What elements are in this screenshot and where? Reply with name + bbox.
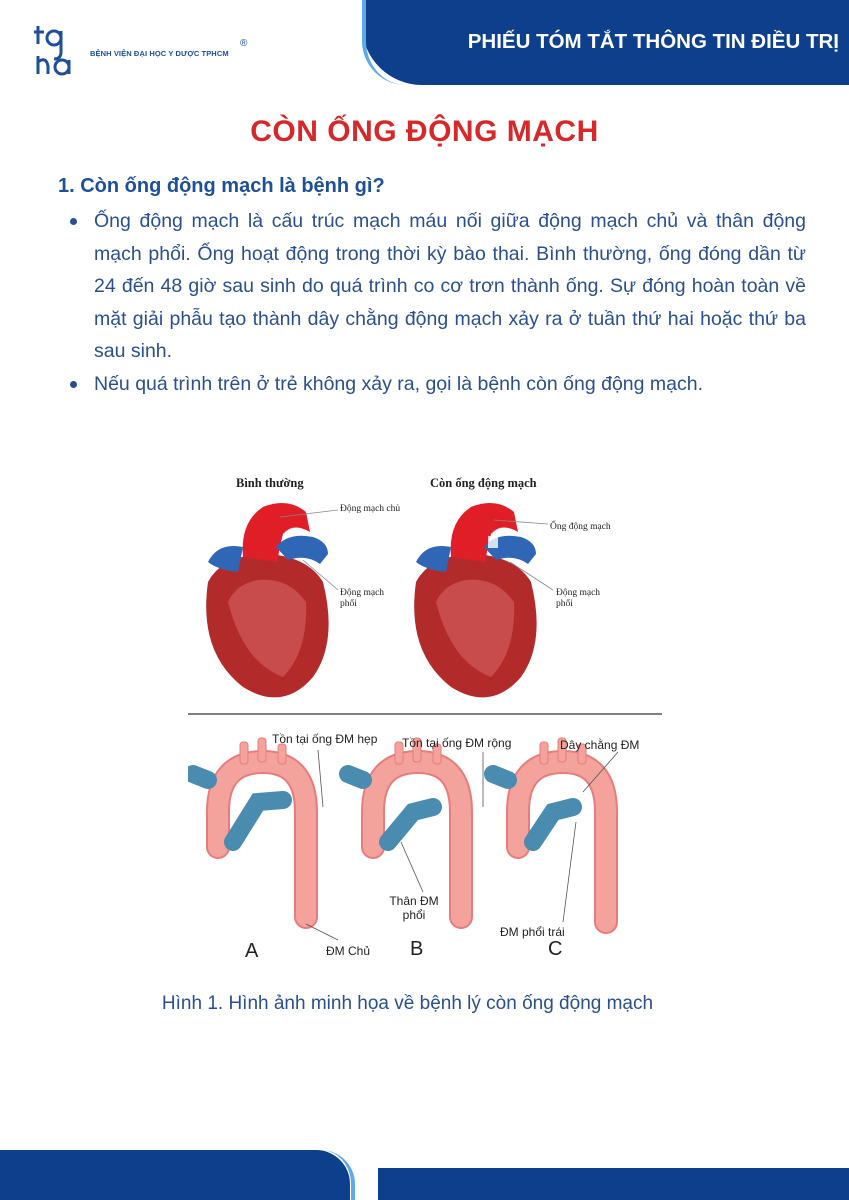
label-ligament: Dây chằng ĐM [560, 738, 640, 752]
bullet-item: Ống động mạch là cấu trúc mạch máu nối giữa động mạch chủ và thân động mạch phổi. Ống hoạt động trong thời kỳ bào thai. Bình thường, ống đóng dần từ 24 đến 48 giờ sau sinh do quá trình co cơ trơn thành ống. Sự đóng hoàn toàn về mặt giải phẫu tạo thành dây chằng động mạch xảy ra ở tuần thứ hai hoặc thứ ba sau sinh. [94, 205, 806, 368]
page-title: CÒN ỐNG ĐỘNG MẠCH [250, 115, 599, 148]
label-pa-left: Động mạch phổi [340, 588, 385, 609]
bullet-item: Nếu quá trình trên ở trẻ không xảy ra, gọi là bệnh còn ống động mạch. [94, 368, 806, 401]
label-aorta: ĐM Chủ [326, 944, 371, 958]
pda-heart-icon [414, 503, 536, 697]
panel-letter-a: A [245, 940, 259, 962]
label-pulmonary-trunk: Thân ĐM phổi [389, 894, 439, 922]
label-left-pa: ĐM phổi trái [500, 925, 565, 939]
normal-heart-icon [206, 503, 328, 697]
label-pa-right: Động mạch phổi [556, 588, 601, 609]
pda-illustration [188, 462, 666, 972]
panel-letter-b: B [410, 938, 424, 960]
hospital-name: BỆNH VIỆN ĐẠI HỌC Y DƯỢC TPHCM [90, 49, 229, 58]
label-aorta-left: Động mạch chủ [340, 504, 401, 514]
header-banner [362, 0, 849, 85]
footer-right-band [378, 1168, 849, 1200]
hospital-logo [32, 22, 262, 82]
footer-left-band [0, 1150, 350, 1200]
pda-heading: Còn ống động mạch [430, 476, 537, 490]
normal-heading: Bình thường [236, 476, 304, 490]
section-heading: 1. Còn ống động mạch là bệnh gì? [58, 175, 385, 197]
label-narrow-ductus: Tồn tại ống ĐM hẹp [272, 732, 378, 746]
label-ductus: Ống động mạch [550, 522, 611, 532]
label-wide-ductus: Tồn tại ống ĐM rộng [402, 736, 512, 750]
banner-title: PHIẾU TÓM TẮT THÔNG TIN ĐIỀU TRỊ [467, 30, 839, 53]
bullet-list [94, 205, 806, 400]
hospital-logo-mark-icon [32, 22, 88, 78]
registered-mark: ® [240, 38, 248, 49]
panel-letter-c: C [548, 938, 563, 960]
figure-caption: Hình 1. Hình ảnh minh họa về bệnh lý còn ống động mạch [161, 993, 654, 1014]
